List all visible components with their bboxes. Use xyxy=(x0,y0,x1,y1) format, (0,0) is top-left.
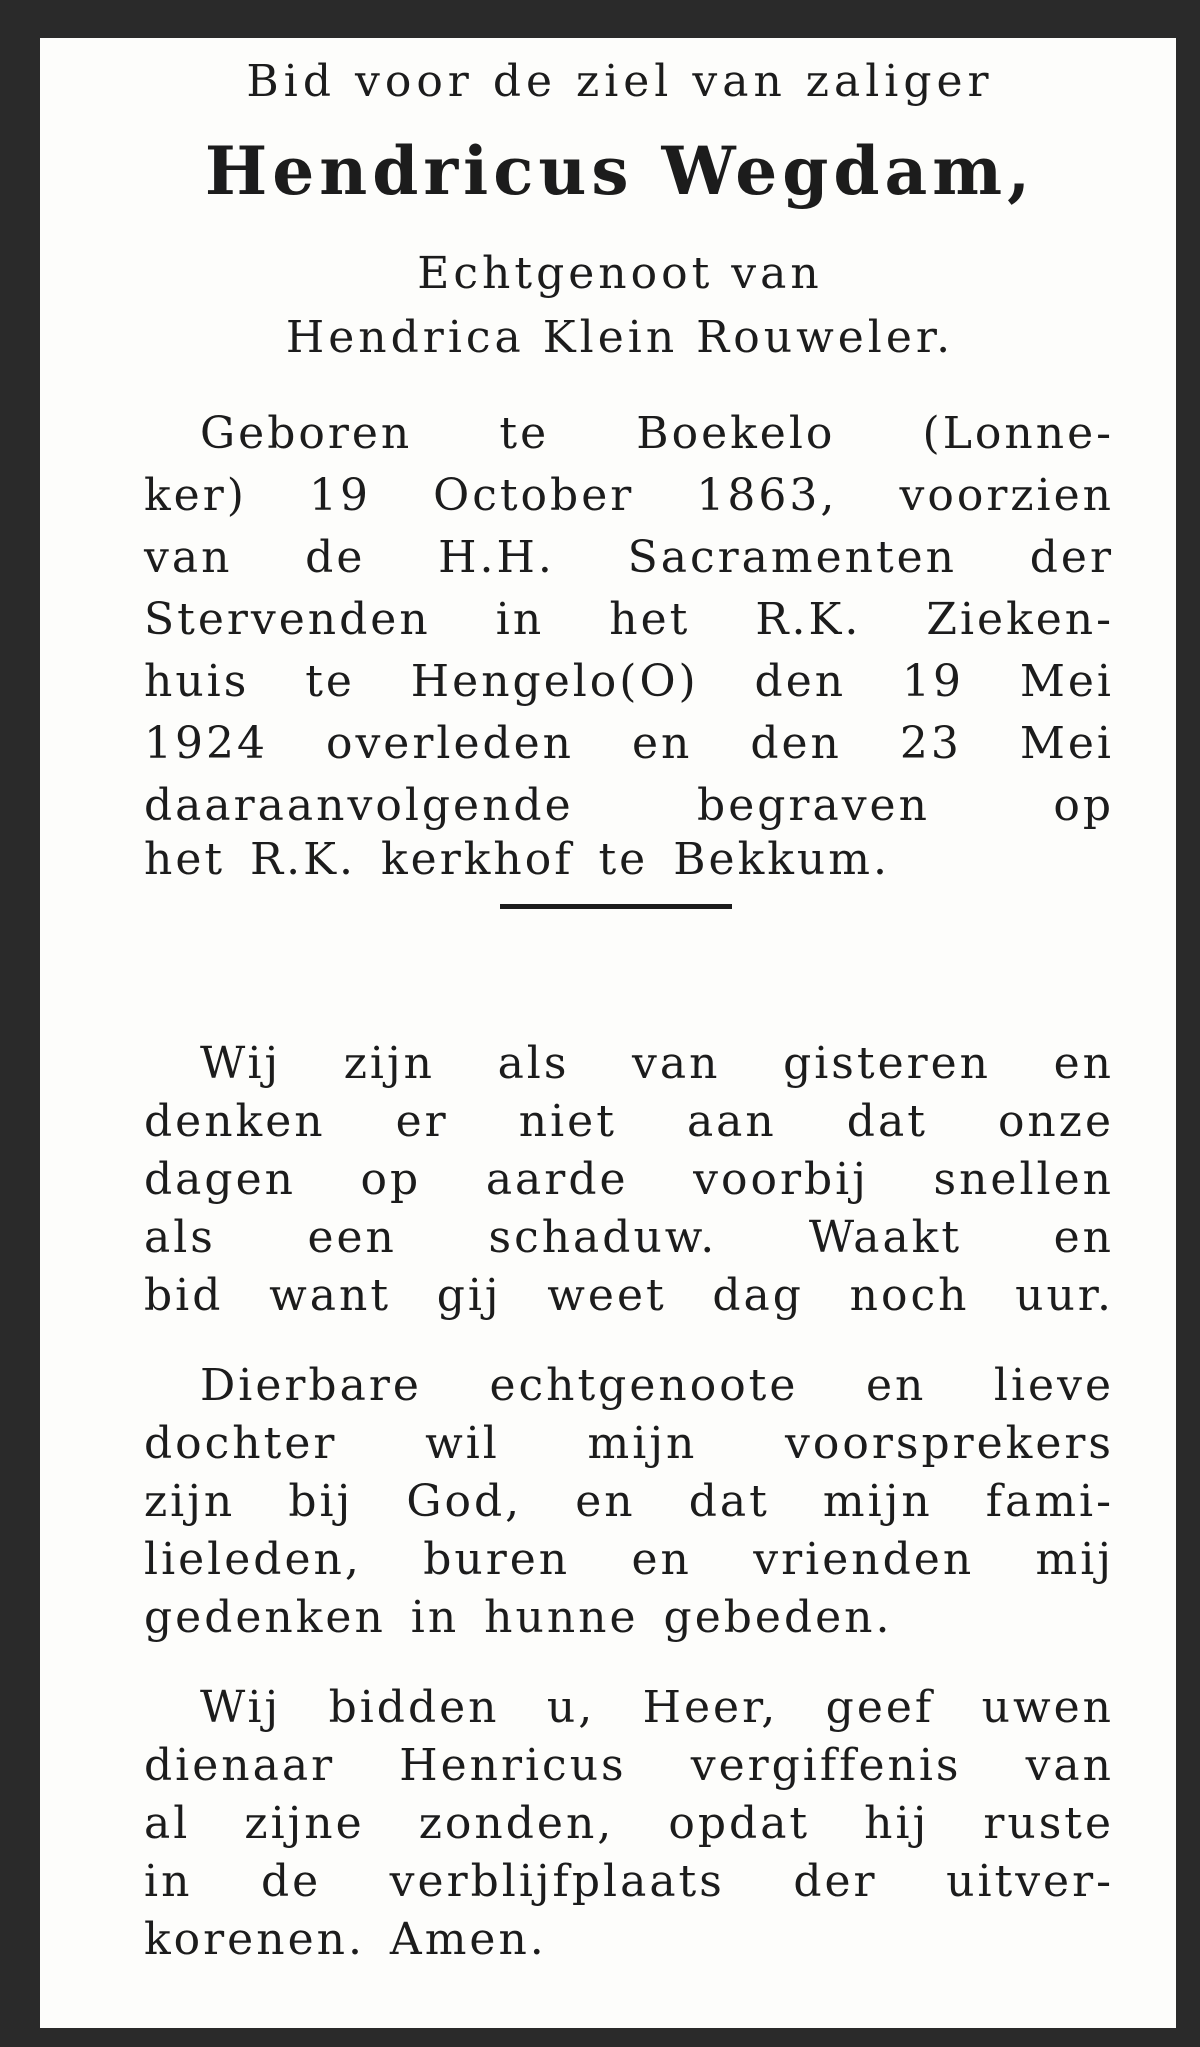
bio-line: huis te Hengelo(O) den 19 Mei xyxy=(144,656,1114,707)
prayer-line: korenen. Amen. xyxy=(144,1914,547,1965)
bio-line: daaraanvolgende begraven op xyxy=(144,780,1114,831)
verse-line: dagen op aarde voorbij snellen xyxy=(144,1154,1114,1205)
bio-line: Geboren te Boekelo (Lonne- xyxy=(200,408,1114,459)
card-intro: Bid voor de ziel van zaliger xyxy=(246,56,994,107)
bio-line: ker) 19 October 1863, voorzien xyxy=(144,470,1114,521)
bio-line: het R.K. kerkhof te Bekkum. xyxy=(144,834,890,885)
memorial-card xyxy=(40,38,1176,2028)
prayer-line: Wij bidden u, Heer, geef uwen xyxy=(200,1682,1114,1733)
verse-line: Wij zijn als van gisteren en xyxy=(200,1038,1114,1089)
prayer-line: dienaar Henricus vergiffenis van xyxy=(144,1740,1114,1791)
prayer-line: al zijne zonden, opdat hij ruste xyxy=(144,1798,1114,1849)
verse-line: Dierbare echtgenoote en lieve xyxy=(200,1360,1114,1411)
verse-line: lieleden, buren en vrienden mij xyxy=(144,1534,1114,1585)
bio-line: Stervenden in het R.K. Zieken- xyxy=(144,594,1114,645)
verse-line: zijn bij God, en dat mijn fami- xyxy=(144,1476,1114,1527)
bio-line: van de H.H. Sacramenten der xyxy=(144,532,1114,583)
prayer-line: in de verblijfplaats der uitver- xyxy=(144,1856,1114,1907)
verse-line: denken er niet aan dat onze xyxy=(144,1096,1114,1147)
spouse-label: Echtgenoot van xyxy=(417,248,823,299)
bio-line: 1924 overleden en den 23 Mei xyxy=(144,718,1114,769)
deceased-name: Hendricus Wegdam, xyxy=(204,132,1036,210)
verse-line: als een schaduw. Waakt en xyxy=(144,1212,1114,1263)
verse-line: dochter wil mijn voorsprekers xyxy=(144,1418,1114,1469)
section-divider xyxy=(500,904,732,909)
spouse-name: Hendrica Klein Rouweler. xyxy=(285,312,955,363)
verse-line: bid want gij weet dag noch uur. xyxy=(144,1270,1114,1321)
verse-line: gedenken in hunne gebeden. xyxy=(144,1592,893,1643)
